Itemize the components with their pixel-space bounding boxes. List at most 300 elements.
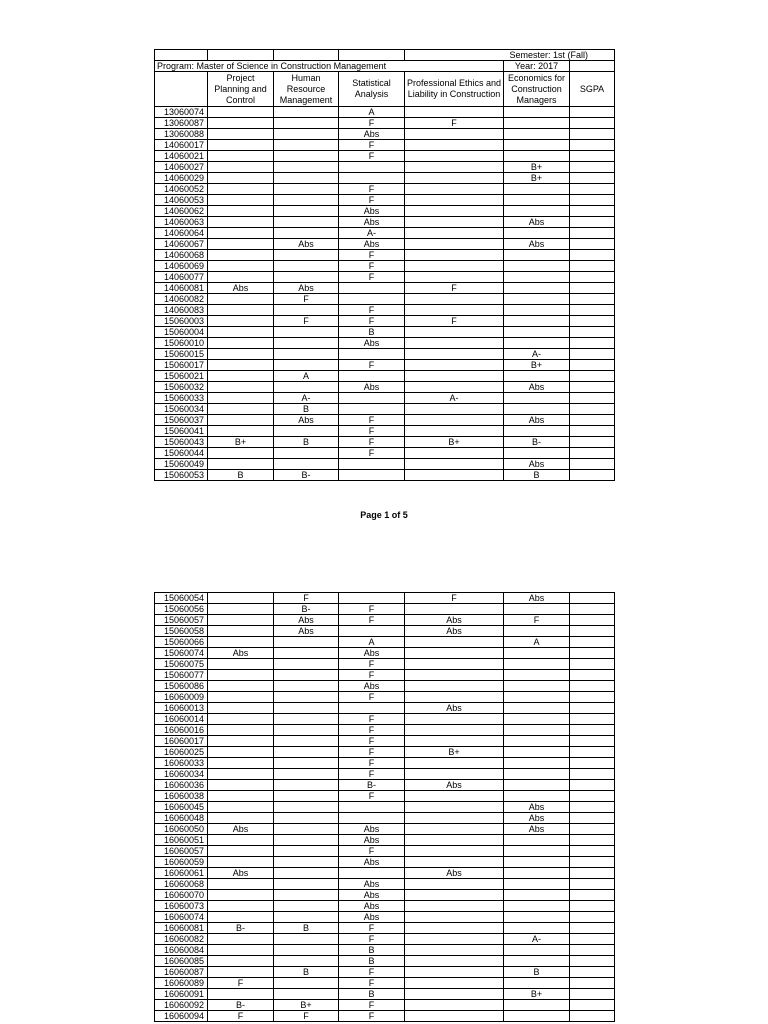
grade-cell: Abs — [208, 868, 274, 879]
grade-cell — [208, 349, 274, 360]
student-id-cell: 15060033 — [155, 393, 208, 404]
grade-cell — [405, 692, 504, 703]
table-row — [155, 129, 615, 140]
student-id-cell: 15060077 — [155, 670, 208, 681]
grade-cell — [208, 593, 274, 604]
grade-cell — [504, 923, 570, 934]
grade-cell — [570, 791, 615, 802]
grade-cell — [274, 989, 339, 1000]
grade-cell: A — [504, 637, 570, 648]
grade-cell — [504, 305, 570, 316]
grade-cell: B — [274, 923, 339, 934]
grade-cell: Abs — [405, 615, 504, 626]
student-id-cell: 15060010 — [155, 338, 208, 349]
grade-cell — [208, 681, 274, 692]
grade-cell — [570, 901, 615, 912]
grade-cell — [504, 1011, 570, 1022]
grade-cell — [405, 349, 504, 360]
grade-cell — [405, 404, 504, 415]
grade-cell — [405, 107, 504, 118]
grade-cell — [274, 681, 339, 692]
grade-cell — [405, 459, 504, 470]
grade-cell — [405, 923, 504, 934]
grade-cell — [274, 813, 339, 824]
grade-cell — [208, 615, 274, 626]
grade-cell: F — [339, 604, 405, 615]
grade-cell — [570, 989, 615, 1000]
table-row — [155, 261, 615, 272]
grade-cell — [405, 382, 504, 393]
table-row — [155, 1000, 615, 1011]
grade-cell — [570, 648, 615, 659]
grade-cell — [208, 173, 274, 184]
table-row — [155, 327, 615, 338]
grade-cell — [405, 415, 504, 426]
column-header-statistical-analysis: Statistical Analysis — [339, 72, 405, 107]
grade-cell — [405, 901, 504, 912]
grade-cell — [274, 382, 339, 393]
student-id-cell: 13060074 — [155, 107, 208, 118]
grade-cell — [570, 448, 615, 459]
grade-cell — [208, 338, 274, 349]
table-row — [155, 758, 615, 769]
grade-cell — [405, 604, 504, 615]
grade-cell — [274, 670, 339, 681]
grade-cell — [208, 184, 274, 195]
table-row — [155, 283, 615, 294]
table-row — [155, 1011, 615, 1022]
table-row — [155, 934, 615, 945]
student-id-cell: 14060083 — [155, 305, 208, 316]
grade-cell — [208, 261, 274, 272]
grade-cell — [570, 593, 615, 604]
grade-cell — [570, 692, 615, 703]
grade-cell — [274, 945, 339, 956]
grade-cell — [570, 659, 615, 670]
student-id-cell: 16060016 — [155, 725, 208, 736]
grade-cell — [570, 626, 615, 637]
grade-cell — [504, 945, 570, 956]
grade-cell — [504, 868, 570, 879]
student-id-cell: 14060077 — [155, 272, 208, 283]
grade-cell — [274, 459, 339, 470]
student-id-cell: 15060004 — [155, 327, 208, 338]
semester-label: Semester: 1st (Fall) — [405, 50, 615, 61]
grade-cell — [208, 670, 274, 681]
table-row — [155, 470, 615, 481]
grade-cell — [570, 261, 615, 272]
grade-cell — [570, 349, 615, 360]
grade-cell — [339, 470, 405, 481]
grade-cell — [405, 637, 504, 648]
grade-cell: F — [339, 184, 405, 195]
grade-cell — [274, 140, 339, 151]
student-id-cell: 16060073 — [155, 901, 208, 912]
grade-cell — [405, 725, 504, 736]
table-row — [155, 195, 615, 206]
grade-cell — [504, 294, 570, 305]
grade-cell — [570, 173, 615, 184]
grade-cell — [208, 659, 274, 670]
student-id-cell: 14060027 — [155, 162, 208, 173]
grade-cell — [274, 206, 339, 217]
grade-cell: A- — [274, 393, 339, 404]
column-header-sgpa: SGPA — [570, 72, 615, 107]
grade-cell — [274, 725, 339, 736]
student-id-cell: 15060041 — [155, 426, 208, 437]
grade-cell — [339, 459, 405, 470]
grade-cell — [405, 670, 504, 681]
grade-cell: B- — [339, 780, 405, 791]
grade-cell: F — [274, 316, 339, 327]
grade-cell — [504, 956, 570, 967]
grade-cell — [504, 747, 570, 758]
table-row — [155, 272, 615, 283]
grade-cell — [208, 879, 274, 890]
grade-cell — [405, 228, 504, 239]
grade-cell — [405, 769, 504, 780]
student-id-cell: 16060017 — [155, 736, 208, 747]
grade-cell — [339, 813, 405, 824]
grade-cell — [570, 415, 615, 426]
grade-cell: B+ — [405, 747, 504, 758]
grade-cell — [208, 956, 274, 967]
grade-cell — [274, 338, 339, 349]
column-header-professional-ethics: Professional Ethics and Liability in Construction — [405, 72, 504, 107]
grade-cell: A — [274, 371, 339, 382]
grade-cell: B+ — [504, 173, 570, 184]
grade-cell — [504, 736, 570, 747]
grade-cell: F — [504, 615, 570, 626]
grade-cell: F — [405, 316, 504, 327]
grade-cell — [208, 239, 274, 250]
grade-cell — [339, 162, 405, 173]
grade-cell: F — [339, 978, 405, 989]
grade-cell — [274, 360, 339, 371]
grade-cell: Abs — [339, 824, 405, 835]
grade-cell: Abs — [208, 824, 274, 835]
grade-cell — [405, 681, 504, 692]
grade-cell — [504, 978, 570, 989]
grade-cell — [504, 327, 570, 338]
table-row — [155, 426, 615, 437]
grade-cell — [339, 294, 405, 305]
grade-cell — [570, 978, 615, 989]
grade-cell: F — [339, 118, 405, 129]
student-id-cell: 15060057 — [155, 615, 208, 626]
table-row — [155, 725, 615, 736]
grade-cell — [405, 470, 504, 481]
grade-cell: F — [339, 140, 405, 151]
table-row — [155, 206, 615, 217]
grade-cell — [504, 404, 570, 415]
student-id-cell: 14060082 — [155, 294, 208, 305]
grade-cell — [208, 637, 274, 648]
grade-cell — [570, 195, 615, 206]
grade-cell: A- — [339, 228, 405, 239]
grade-cell — [208, 890, 274, 901]
grade-cell — [570, 437, 615, 448]
grade-cell: Abs — [339, 648, 405, 659]
grade-cell: Abs — [339, 217, 405, 228]
grade-cell — [405, 140, 504, 151]
grade-cell — [208, 714, 274, 725]
grade-cell — [274, 846, 339, 857]
grade-cell — [405, 239, 504, 250]
grade-cell — [570, 956, 615, 967]
grade-cell — [208, 162, 274, 173]
grade-cell — [570, 327, 615, 338]
grade-cell — [274, 426, 339, 437]
grade-cell — [504, 228, 570, 239]
table-row — [155, 813, 615, 824]
grade-cell — [504, 879, 570, 890]
grade-cell — [570, 393, 615, 404]
table-row — [155, 371, 615, 382]
grade-cell — [208, 802, 274, 813]
student-id-cell: 16060036 — [155, 780, 208, 791]
grade-cell — [405, 758, 504, 769]
grade-cell: F — [339, 1011, 405, 1022]
grade-cell — [339, 349, 405, 360]
grade-cell: Abs — [339, 879, 405, 890]
grade-cell: Abs — [339, 857, 405, 868]
grade-cell — [570, 283, 615, 294]
grade-cell — [504, 626, 570, 637]
grade-cell — [274, 769, 339, 780]
grade-cell — [570, 780, 615, 791]
student-id-cell: 15060058 — [155, 626, 208, 637]
grade-cell: A- — [405, 393, 504, 404]
grade-cell — [274, 327, 339, 338]
grade-cell — [504, 206, 570, 217]
grade-cell: Abs — [504, 217, 570, 228]
grade-cell — [504, 857, 570, 868]
grade-cell: B — [504, 967, 570, 978]
grade-cell: A- — [504, 934, 570, 945]
grade-cell — [405, 217, 504, 228]
grade-cell — [405, 813, 504, 824]
student-id-cell: 15060032 — [155, 382, 208, 393]
grade-cell — [274, 747, 339, 758]
grade-cell — [339, 393, 405, 404]
grade-cell — [570, 846, 615, 857]
student-id-cell: 13060087 — [155, 118, 208, 129]
grade-cell — [570, 824, 615, 835]
student-id-cell: 15060053 — [155, 470, 208, 481]
student-id-cell: 15060003 — [155, 316, 208, 327]
grade-cell — [504, 912, 570, 923]
table-row — [155, 637, 615, 648]
grade-cell — [405, 714, 504, 725]
student-id-cell: 14060053 — [155, 195, 208, 206]
table-row — [155, 338, 615, 349]
student-id-cell: 16060068 — [155, 879, 208, 890]
student-id-cell: 16060092 — [155, 1000, 208, 1011]
grade-cell — [339, 173, 405, 184]
grade-cell — [339, 371, 405, 382]
grade-cell — [274, 659, 339, 670]
student-id-cell: 16060084 — [155, 945, 208, 956]
grade-cell — [405, 989, 504, 1000]
grade-cell — [504, 261, 570, 272]
grade-cell — [208, 791, 274, 802]
grade-cell — [405, 250, 504, 261]
grade-cell — [504, 890, 570, 901]
column-header-economics: Economics for Construction Managers — [504, 72, 570, 107]
table-row — [155, 824, 615, 835]
grade-cell — [570, 835, 615, 846]
student-id-cell: 15060021 — [155, 371, 208, 382]
grade-cell — [208, 250, 274, 261]
grade-cell — [570, 758, 615, 769]
grade-cell: A- — [504, 349, 570, 360]
grade-cell — [405, 184, 504, 195]
grade-cell: B+ — [405, 437, 504, 448]
grade-cell — [570, 360, 615, 371]
grade-cell — [208, 382, 274, 393]
grade-cell: F — [339, 692, 405, 703]
grade-cell — [405, 371, 504, 382]
grade-cell — [274, 703, 339, 714]
student-id-cell: 15060017 — [155, 360, 208, 371]
grade-cell — [570, 714, 615, 725]
grade-cell: Abs — [339, 835, 405, 846]
grade-cell: F — [405, 283, 504, 294]
grade-cell — [274, 879, 339, 890]
grade-cell: B+ — [274, 1000, 339, 1011]
grade-cell: B — [339, 945, 405, 956]
grade-cell — [208, 316, 274, 327]
student-id-cell: 14060052 — [155, 184, 208, 195]
grade-cell — [570, 162, 615, 173]
grade-cell — [570, 1000, 615, 1011]
grade-cell — [504, 758, 570, 769]
semester-row — [155, 50, 615, 61]
table-row — [155, 714, 615, 725]
grade-cell: B- — [208, 923, 274, 934]
grade-cell — [339, 626, 405, 637]
grade-cell: F — [339, 305, 405, 316]
grade-cell — [504, 681, 570, 692]
program-row — [155, 61, 615, 72]
grade-cell — [570, 923, 615, 934]
grade-cell — [570, 725, 615, 736]
grade-cell — [339, 404, 405, 415]
grade-cell — [570, 338, 615, 349]
grade-cell: F — [339, 725, 405, 736]
grade-cell: F — [339, 316, 405, 327]
grade-cell — [274, 151, 339, 162]
grade-cell — [570, 769, 615, 780]
grade-cell — [208, 393, 274, 404]
grade-cell — [504, 1000, 570, 1011]
table-row — [155, 835, 615, 846]
grade-cell: Abs — [274, 283, 339, 294]
grade-cell: F — [339, 195, 405, 206]
program-label: Program: Master of Science in Construction Management — [155, 61, 405, 72]
grade-cell — [274, 107, 339, 118]
grade-cell — [570, 681, 615, 692]
grade-cell: Abs — [274, 415, 339, 426]
grade-cell — [274, 448, 339, 459]
table-row — [155, 769, 615, 780]
table-row — [155, 140, 615, 151]
grade-cell — [504, 901, 570, 912]
grade-cell — [570, 1011, 615, 1022]
table-row — [155, 780, 615, 791]
grade-cell: Abs — [504, 415, 570, 426]
grade-cell — [504, 725, 570, 736]
grade-cell — [504, 316, 570, 327]
table-row — [155, 448, 615, 459]
grade-cell — [570, 239, 615, 250]
table-row — [155, 217, 615, 228]
table-row — [155, 956, 615, 967]
grade-cell — [570, 604, 615, 615]
grade-cell: A — [339, 637, 405, 648]
grade-cell: F — [339, 659, 405, 670]
grade-cell: A — [339, 107, 405, 118]
grade-cell — [504, 703, 570, 714]
grade-cell — [570, 934, 615, 945]
student-id-cell: 16060082 — [155, 934, 208, 945]
grade-cell: F — [274, 593, 339, 604]
grade-cell — [274, 305, 339, 316]
grade-cell — [405, 327, 504, 338]
grade-cell — [504, 272, 570, 283]
student-id-cell: 16060038 — [155, 791, 208, 802]
grade-cell — [504, 184, 570, 195]
grade-cell: F — [339, 1000, 405, 1011]
student-id-cell: 15060075 — [155, 659, 208, 670]
grade-cell — [405, 305, 504, 316]
grade-cell — [274, 791, 339, 802]
grade-cell: F — [339, 736, 405, 747]
grade-cell — [405, 945, 504, 956]
table-row — [155, 670, 615, 681]
table-row — [155, 184, 615, 195]
grade-cell — [274, 184, 339, 195]
grade-cell — [570, 426, 615, 437]
grade-cell — [208, 426, 274, 437]
grade-cell: F — [339, 846, 405, 857]
table-row — [155, 736, 615, 747]
grade-cell — [570, 217, 615, 228]
grade-cell: B- — [208, 1000, 274, 1011]
grade-cell: F — [339, 934, 405, 945]
grade-cell — [504, 604, 570, 615]
grade-cell — [274, 934, 339, 945]
table-row — [155, 846, 615, 857]
table-row — [155, 305, 615, 316]
grade-cell — [570, 107, 615, 118]
grade-cell — [504, 692, 570, 703]
grade-cell — [405, 151, 504, 162]
grade-cell — [405, 162, 504, 173]
grade-cell: Abs — [208, 283, 274, 294]
grade-cell — [504, 791, 570, 802]
student-id-cell: 14060021 — [155, 151, 208, 162]
grade-cell — [504, 140, 570, 151]
grade-cell — [570, 118, 615, 129]
grade-cell — [504, 648, 570, 659]
grade-cell — [208, 703, 274, 714]
grade-cell: B+ — [504, 360, 570, 371]
table-row — [155, 151, 615, 162]
table-row — [155, 437, 615, 448]
grade-cell — [405, 426, 504, 437]
